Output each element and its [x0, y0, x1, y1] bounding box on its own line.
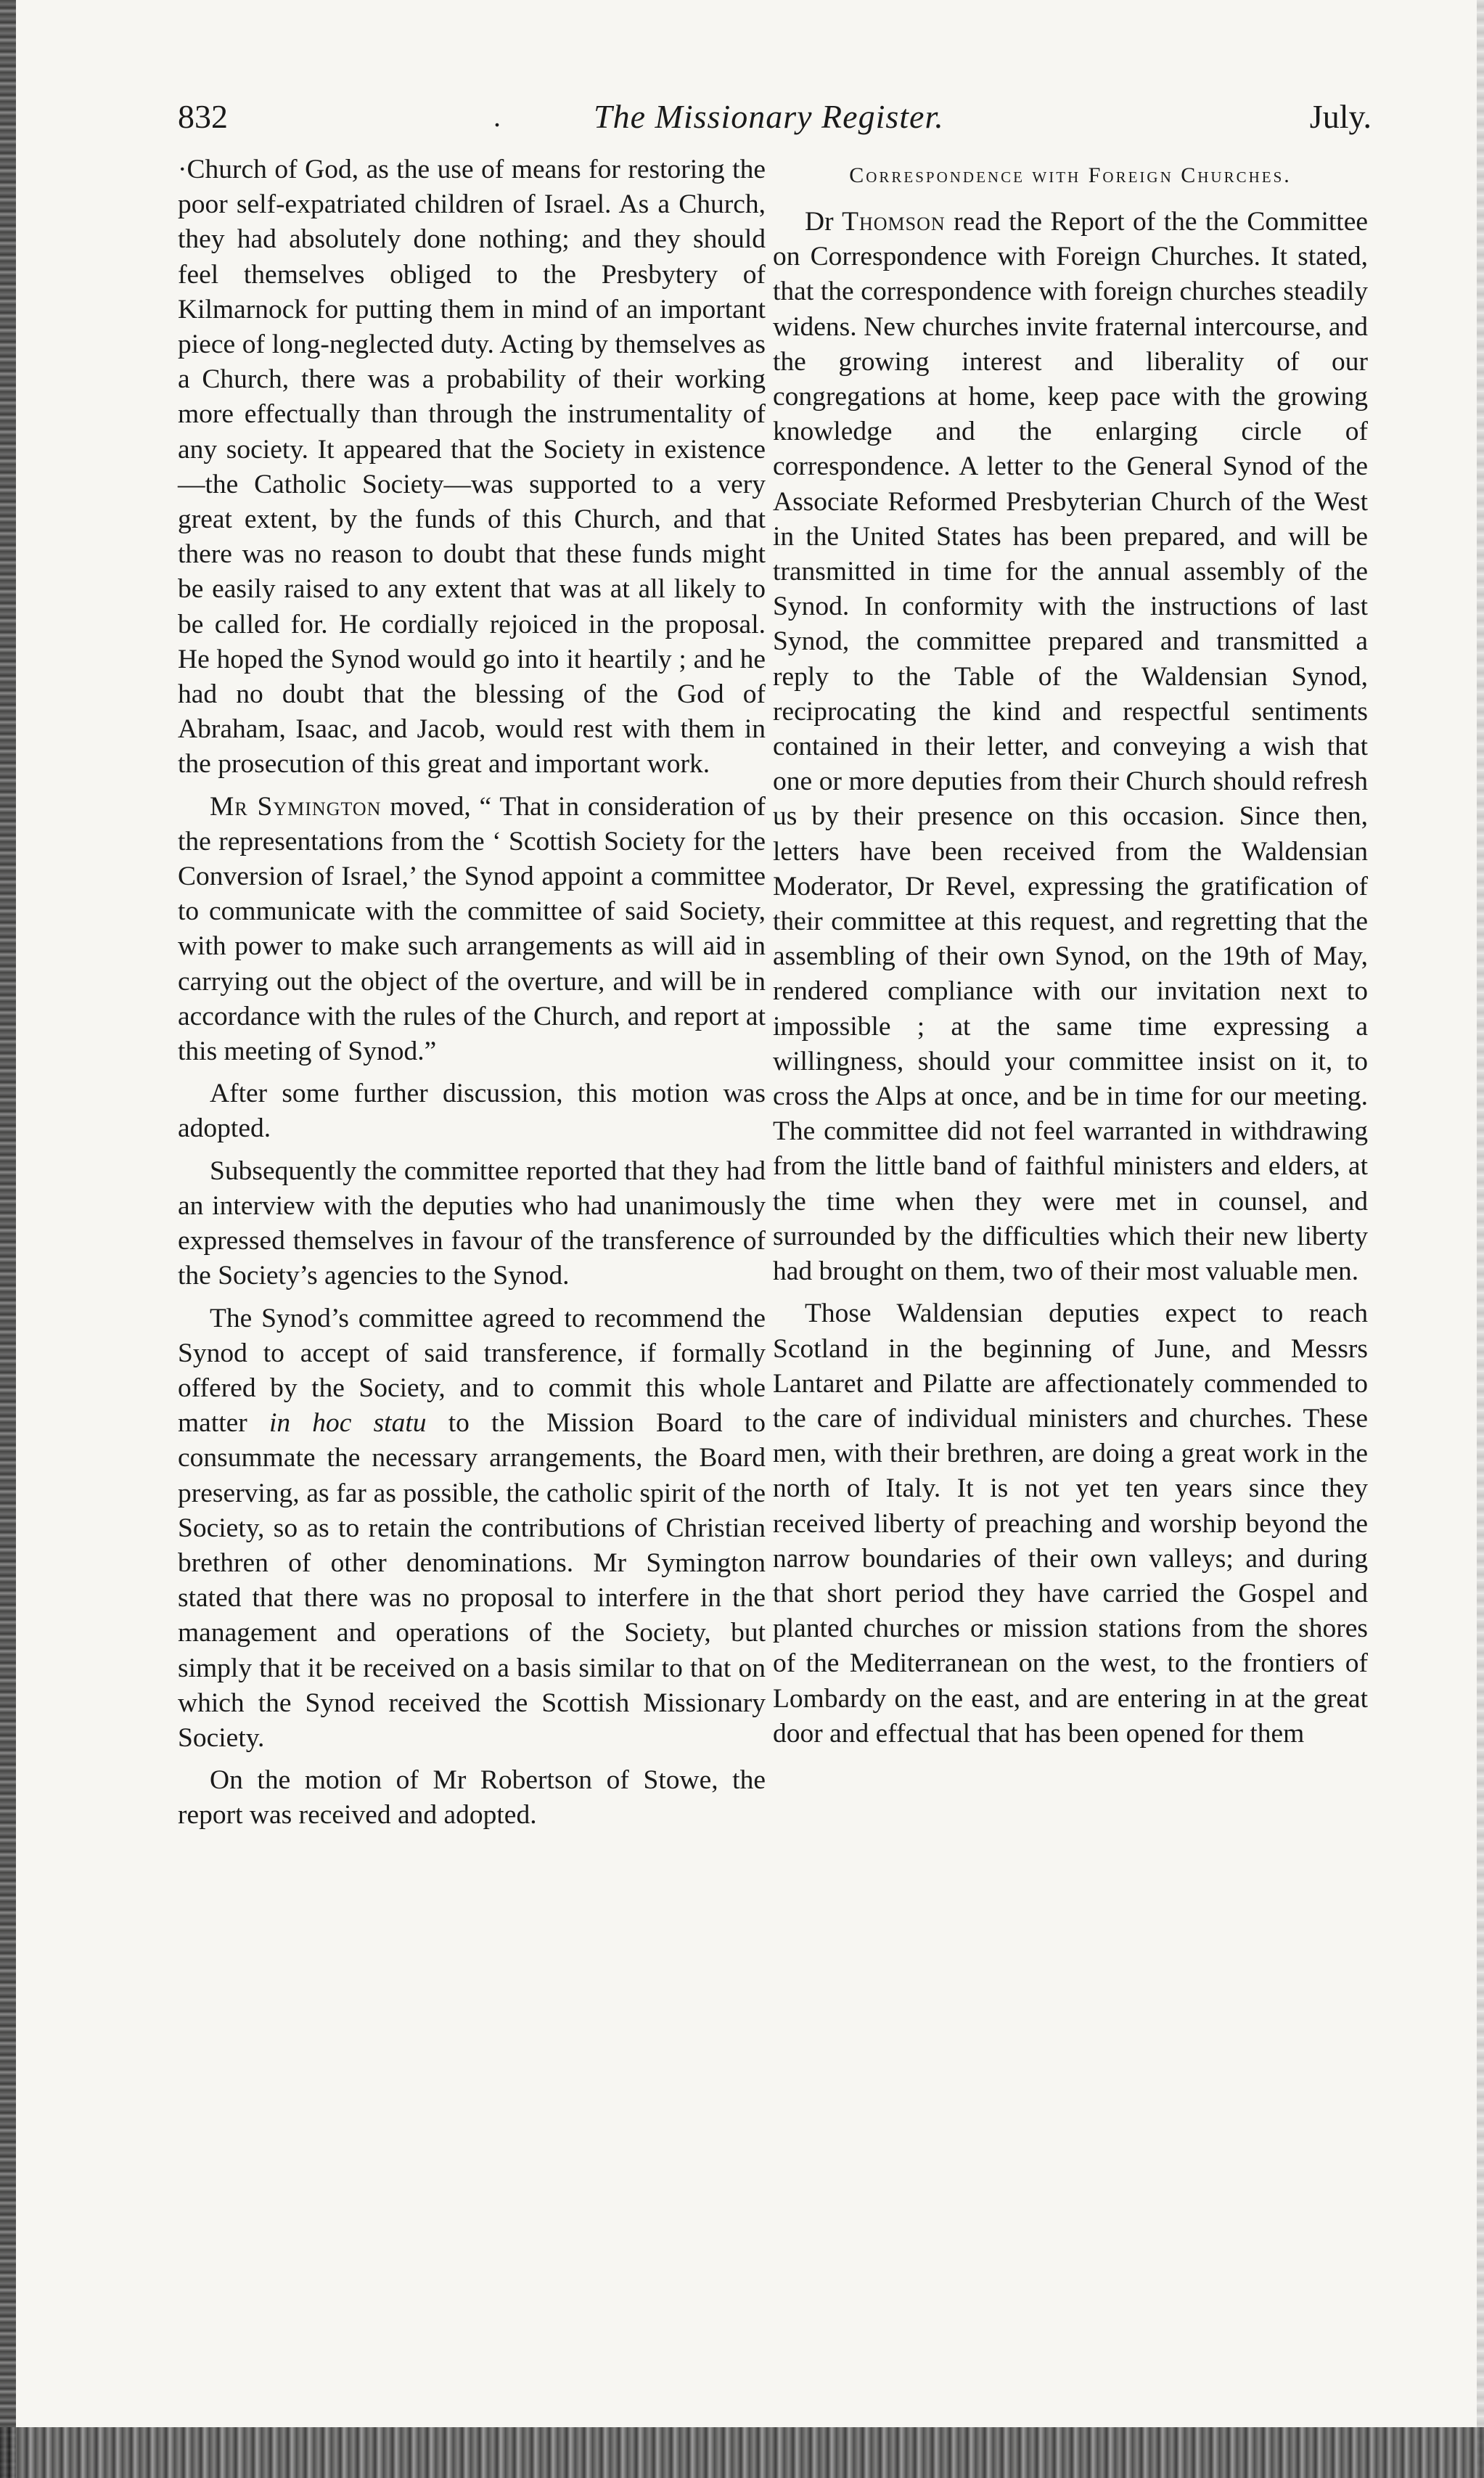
paragraph-text: to the Mission Board to consummate the necessary arrangements, the Board preserving, as far as possible, the catholic spirit of the Society, so as to retain the contributions of Christian brethren of other denominations. Mr Symington stated that there was no proposal to interfere in the management and operations of the Society, but simply that it be received on a basis similar to that on which the Synod received the Scottish Missionary Society. — [178, 1408, 766, 1753]
section-heading: Correspondence with Foreign Churches. — [849, 163, 1292, 187]
journal-title: The Missionary Register. — [594, 97, 944, 135]
page-number: 832 — [178, 97, 228, 135]
speaker-name: Mr Symington — [210, 791, 382, 822]
speaker-name: Thomson — [842, 207, 946, 237]
paragraph-report-adopted: On the motion of Mr Robertson of Stowe, the report was received and adopted. — [178, 1765, 766, 1831]
header-month: July. — [1309, 97, 1372, 135]
paragraph-text: The Synod’s committee agreed to recommend the Synod to accept of said transference, if formally offered by the Society, and to commit this whole matter — [178, 1303, 766, 1439]
running-header — [178, 87, 1372, 145]
latin-phrase: in hoc statu — [268, 1408, 427, 1439]
paragraph-thomson-report — [773, 205, 1368, 1289]
right-column — [773, 152, 1368, 1759]
paragraph-symington-motion — [178, 790, 766, 1070]
paragraph-text: read the Report of the the Committee on Correspondence with Foreign Churches. It stated, that the correspondence with foreign churches steadily widens. New churches invite fraternal intercourse, and the growing interest and liberality of our congregations at home, keep pace with the growing knowledge and the enlarging circle of correspondence. A letter to the General Synod of the Associate Reformed Presbyterian Church of the West in the United States has been prepared, and will be transmitted in time for the annual assembly of the Synod. In conformity with the instructions of last Synod, the committee prepared and transmitted a reply to the Table of the Waldensian Synod, reciprocating the kind and respectful sentiments contained in their letter, and conveying a wish that one or more deputies from their Church should refresh us by their presence on this occasion. Since then, letters have been received from the Waldensian Moderator, Dr Revel, expressing the gratification of their committee at this request, and regretting that the assembling of their own Synod, on the 19th of May, rendered compliance with our invitation next to impossible ; at the same time expressing a willingness, should your committee insist on it, to cross the Alps at once, and be in time for our meeting. The committee did not feel warranted in withdrawing from the little band of faithful ministers and elders, at the time when they were met in counsel, and surrounded by the difficulties which their new liberty had brought on them, two of their most valuable men. — [773, 207, 1368, 1287]
header-separator: . — [493, 99, 501, 133]
scan-binding-edge — [0, 0, 16, 2478]
paragraph-waldensian-deputies: Those Waldensian deputies expect to reach Scotland in the beginning of June, and Messrs Lantaret and Pilatte are affectionately commended to the care of individual ministers and churches. These men, with their brethren, are doing a great work in the north of Italy. It is not yet ten years since they received liberty of preaching and worship beyond the narrow boundaries of their own valleys; and during that short period they have carried the Gospel and planted churches or mission stations from the shores of the Mediterranean on the west, to the frontiers of Lombardy on the east, and are entering in at the great door and effectual that has been opened for them — [773, 1299, 1368, 1749]
scan-bottom-edge — [0, 2427, 1484, 2478]
paragraph-continuation: ·Church of God, as the use of means for restoring the poor self-expatriated children of Israel. As a Church, they had absolutely done nothing; and they should feel themselves obliged to the Presbytery of Kilmarnock for putting them in mind of an important piece of long-neglected duty. Acting by themselves as a Church, there was a probability of their working more effectually than through the instrumentality of any society. It appeared that the Society in existence—the Catholic Society—was supported to a very great extent, by the funds of this Church, and that there was no reason to doubt that these funds might be easily raised to any extent that was at all likely to be called for. He cordially rejoiced in the proposal. He hoped the Synod would go into it heartily ; and he had no doubt that the blessing of the God of Abraham, Isaac, and Jacob, would rest with them in the prosecution of this great and important work. — [178, 155, 766, 780]
paragraph-committee-report: Subsequently the committee reported that they had an interview with the deputies who had unanimously expressed themselves in favour of the transference of the Society’s agencies to the Synod. — [178, 1156, 766, 1291]
scan-right-edge — [1477, 0, 1484, 2478]
paragraph-synod-committee — [178, 1301, 766, 1757]
title-prefix: Dr — [805, 207, 843, 237]
paragraph-motion-adopted: After some further discussion, this motion was adopted. — [178, 1079, 766, 1144]
left-column — [178, 152, 766, 1841]
motion-text: moved, “ That in consideration of the representations from the ‘ Scottish Society for the Conversion of Israel,’ the Synod appoint a committee to communicate with the committee of said Society, with power to make such arrangements as will aid in carrying out the object of the overture, and will be in accordance with the rules of the Church, and report at this meeting of Synod.” — [178, 791, 766, 1067]
